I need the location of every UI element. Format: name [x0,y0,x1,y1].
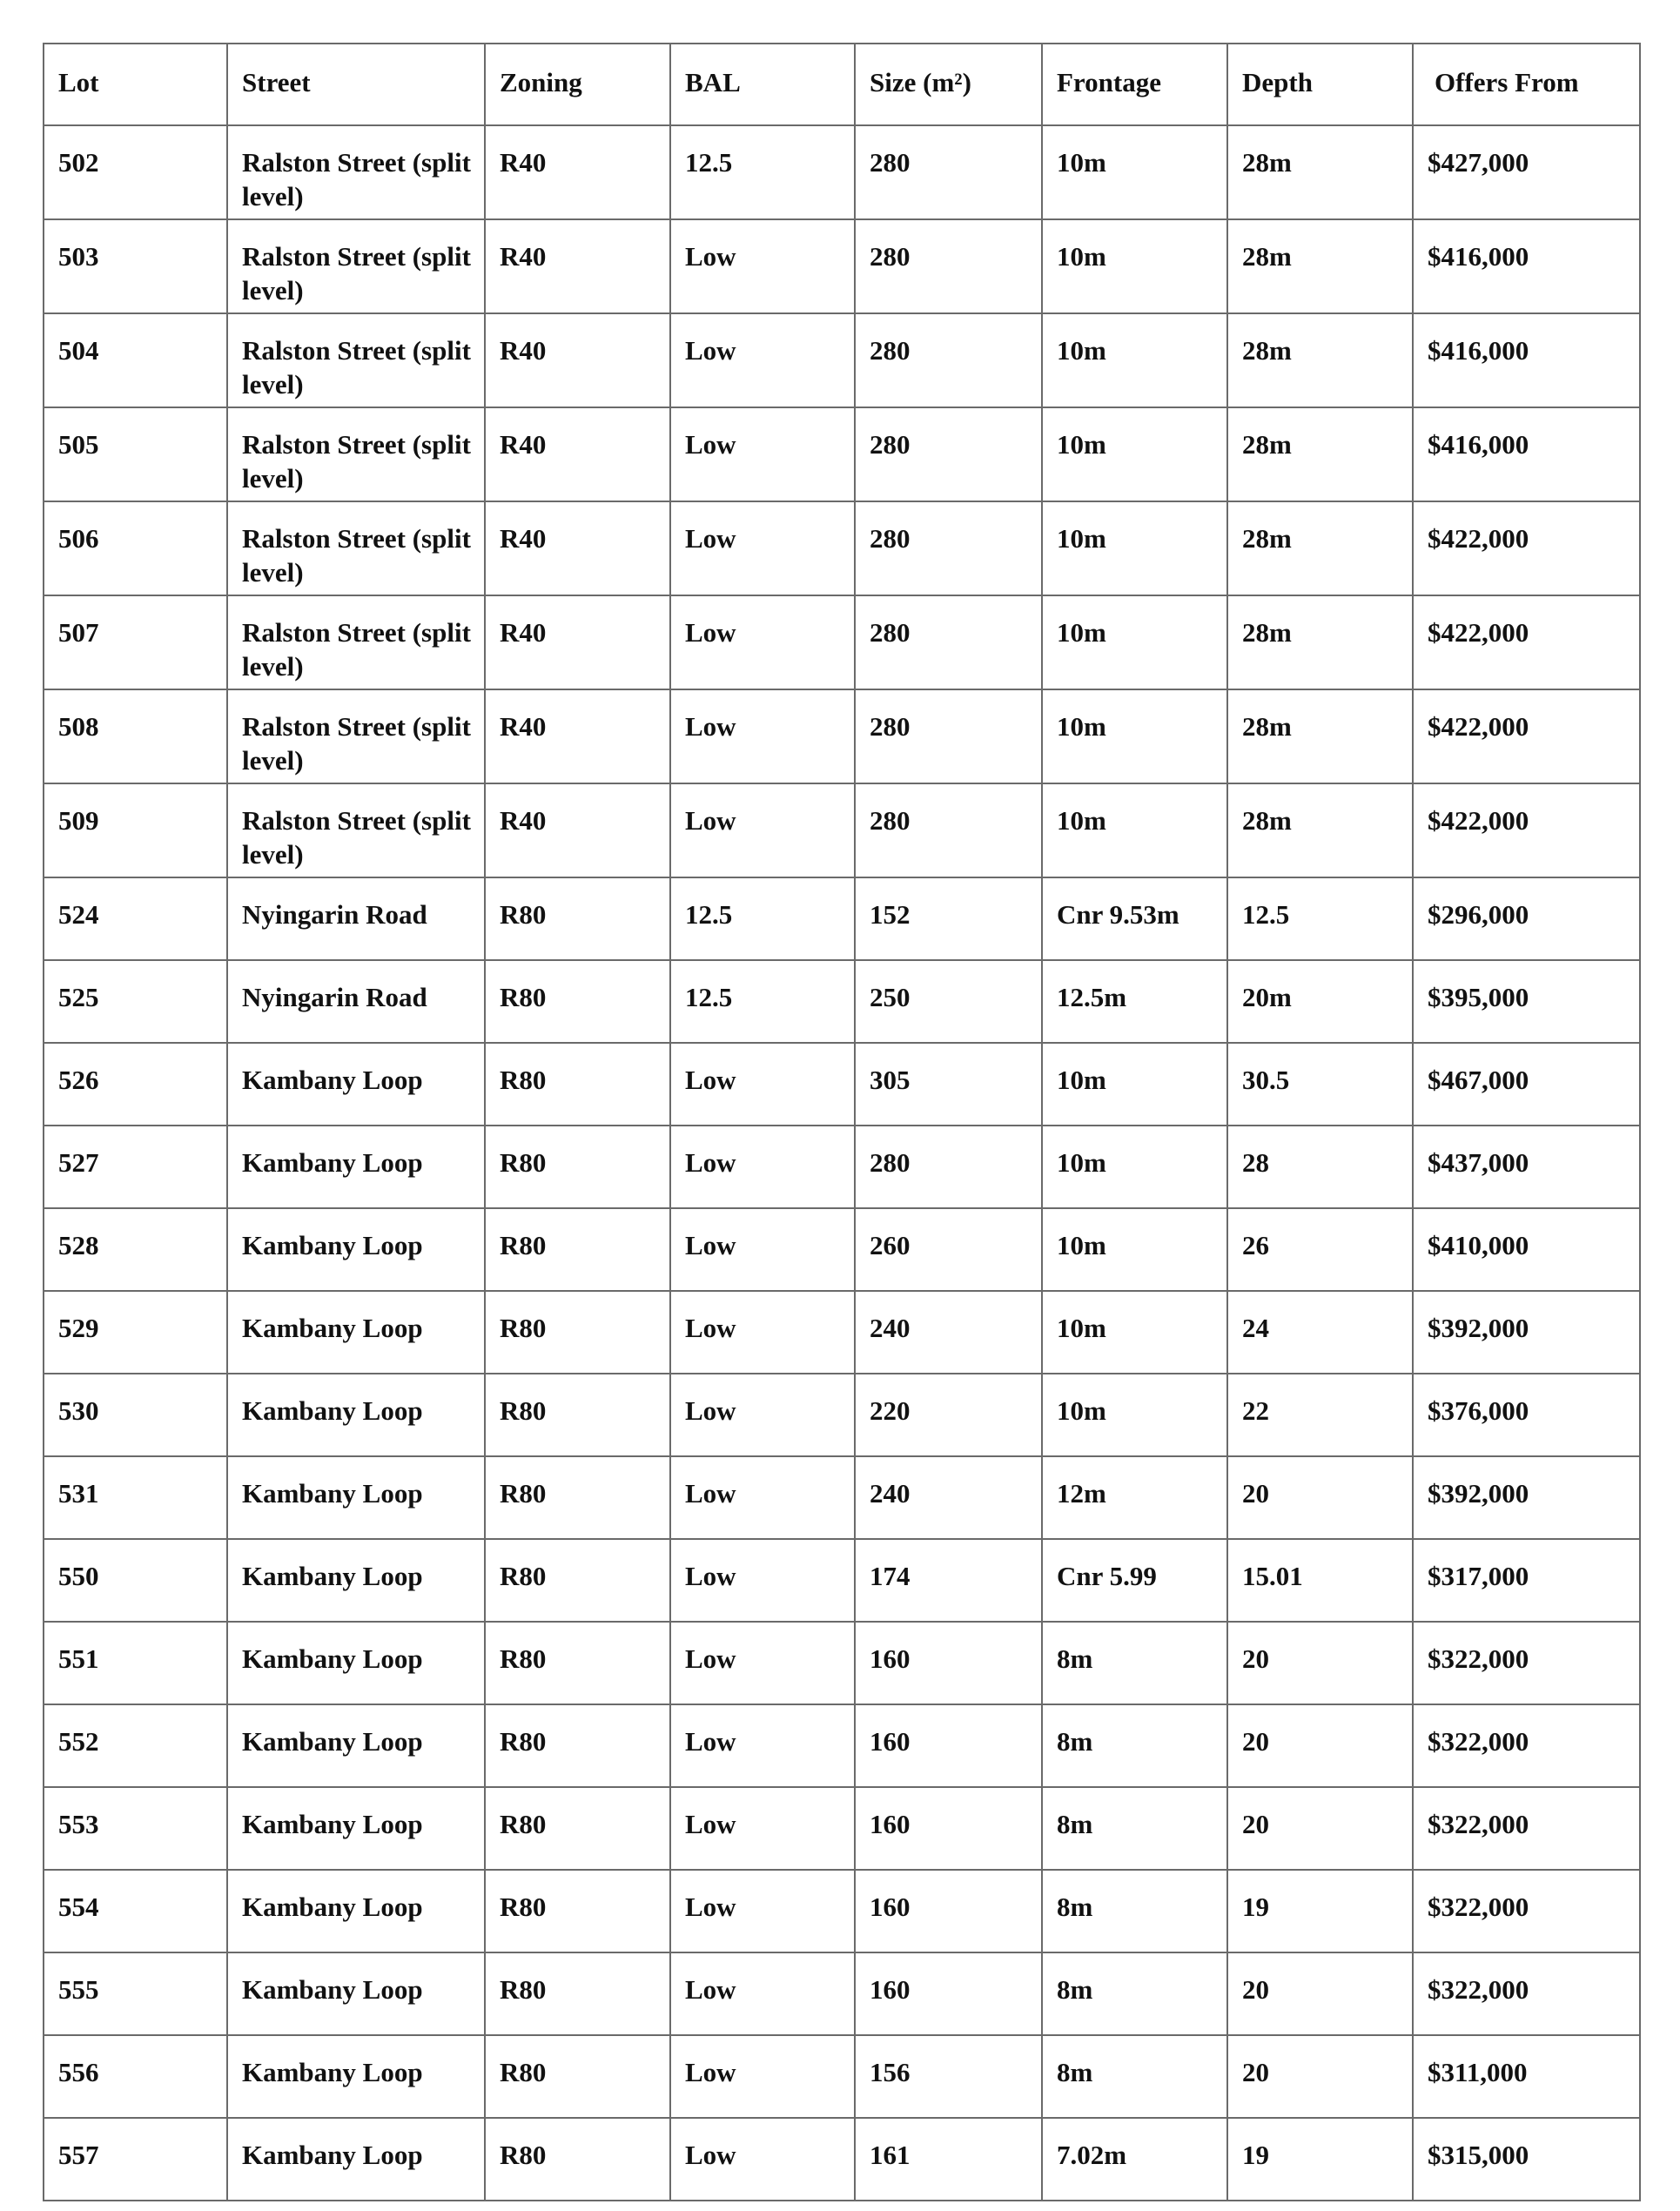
cell-frontage: 8m [1042,1622,1227,1704]
cell-offers-from: $317,000 [1413,1539,1640,1622]
cell-zoning: R80 [485,1208,670,1291]
cell-size: 160 [855,1622,1042,1704]
cell-lot: 503 [44,219,227,313]
cell-zoning: R80 [485,1126,670,1208]
cell-depth: 28m [1227,219,1413,313]
cell-frontage: 7.02m [1042,2118,1227,2201]
cell-frontage: 8m [1042,1704,1227,1787]
cell-street: Ralston Street (split level) [227,689,485,783]
cell-frontage: 10m [1042,1291,1227,1374]
cell-frontage: 12.5m [1042,960,1227,1043]
cell-size: 152 [855,877,1042,960]
cell-bal: Low [670,1456,855,1539]
table-row [44,313,1640,407]
cell-lot: 509 [44,783,227,877]
cell-offers-from: $376,000 [1413,1374,1640,1456]
cell-frontage: 10m [1042,689,1227,783]
header-row [44,44,1640,125]
cell-bal: Low [670,2118,855,2201]
table-row [44,877,1640,960]
cell-zoning: R80 [485,1787,670,1870]
cell-depth: 28m [1227,313,1413,407]
table-row [44,960,1640,1043]
cell-offers-from: $322,000 [1413,1704,1640,1787]
cell-depth: 30.5 [1227,1043,1413,1126]
cell-offers-from: $311,000 [1413,2035,1640,2118]
cell-depth: 28 [1227,1126,1413,1208]
cell-size: 305 [855,1043,1042,1126]
cell-lot: 553 [44,1787,227,1870]
cell-zoning: R80 [485,1704,670,1787]
cell-frontage: 10m [1042,219,1227,313]
cell-offers-from: $296,000 [1413,877,1640,960]
cell-size: 160 [855,1704,1042,1787]
table-row [44,689,1640,783]
cell-bal: Low [670,1374,855,1456]
header-lot: Lot [44,44,227,125]
cell-zoning: R40 [485,313,670,407]
cell-street: Ralston Street (split level) [227,595,485,689]
cell-offers-from: $422,000 [1413,501,1640,595]
cell-size: 280 [855,501,1042,595]
cell-bal: Low [670,1622,855,1704]
cell-zoning: R80 [485,1374,670,1456]
cell-bal: Low [670,219,855,313]
cell-offers-from: $427,000 [1413,125,1640,219]
cell-frontage: 10m [1042,501,1227,595]
header-offers-from: Offers From [1413,44,1640,125]
cell-size: 280 [855,125,1042,219]
table-row [44,1787,1640,1870]
cell-frontage: 10m [1042,125,1227,219]
cell-size: 280 [855,1126,1042,1208]
cell-street: Kambany Loop [227,1952,485,2035]
cell-bal: Low [670,783,855,877]
cell-bal: Low [670,689,855,783]
cell-bal: Low [670,595,855,689]
cell-size: 280 [855,783,1042,877]
cell-lot: 552 [44,1704,227,1787]
cell-size: 280 [855,313,1042,407]
cell-depth: 28m [1227,407,1413,501]
cell-frontage: 8m [1042,2035,1227,2118]
cell-size: 280 [855,219,1042,313]
cell-street: Kambany Loop [227,1126,485,1208]
table-row [44,219,1640,313]
cell-bal: Low [670,1870,855,1952]
cell-lot: 554 [44,1870,227,1952]
cell-street: Kambany Loop [227,1043,485,1126]
cell-frontage: 8m [1042,1870,1227,1952]
cell-depth: 20 [1227,2035,1413,2118]
cell-offers-from: $322,000 [1413,1952,1640,2035]
header-bal: BAL [670,44,855,125]
cell-offers-from: $392,000 [1413,1456,1640,1539]
table-row [44,501,1640,595]
cell-offers-from: $315,000 [1413,2118,1640,2201]
cell-bal: Low [670,2035,855,2118]
cell-zoning: R40 [485,783,670,877]
cell-lot: 505 [44,407,227,501]
cell-street: Ralston Street (split level) [227,783,485,877]
cell-street: Kambany Loop [227,1456,485,1539]
cell-frontage: 10m [1042,1043,1227,1126]
cell-lot: 530 [44,1374,227,1456]
cell-street: Ralston Street (split level) [227,407,485,501]
cell-depth: 26 [1227,1208,1413,1291]
cell-street: Nyingarin Road [227,960,485,1043]
cell-bal: Low [670,313,855,407]
cell-lot: 524 [44,877,227,960]
cell-street: Nyingarin Road [227,877,485,960]
cell-frontage: 10m [1042,313,1227,407]
cell-bal: 12.5 [670,877,855,960]
cell-zoning: R40 [485,501,670,595]
cell-frontage: 10m [1042,595,1227,689]
cell-offers-from: $467,000 [1413,1043,1640,1126]
cell-bal: Low [670,1043,855,1126]
cell-bal: 12.5 [670,125,855,219]
cell-bal: Low [670,1704,855,1787]
cell-lot: 528 [44,1208,227,1291]
cell-street: Kambany Loop [227,1622,485,1704]
cell-zoning: R80 [485,1456,670,1539]
cell-street: Kambany Loop [227,1539,485,1622]
cell-size: 174 [855,1539,1042,1622]
cell-depth: 12.5 [1227,877,1413,960]
cell-street: Kambany Loop [227,1787,485,1870]
cell-offers-from: $410,000 [1413,1208,1640,1291]
cell-offers-from: $322,000 [1413,1787,1640,1870]
cell-frontage: Cnr 9.53m [1042,877,1227,960]
cell-offers-from: $437,000 [1413,1126,1640,1208]
cell-bal: Low [670,1126,855,1208]
cell-lot: 506 [44,501,227,595]
cell-zoning: R80 [485,1539,670,1622]
cell-lot: 525 [44,960,227,1043]
cell-street: Kambany Loop [227,1704,485,1787]
cell-zoning: R80 [485,1043,670,1126]
cell-zoning: R80 [485,877,670,960]
cell-street: Kambany Loop [227,1374,485,1456]
cell-zoning: R80 [485,1870,670,1952]
cell-lot: 504 [44,313,227,407]
cell-depth: 15.01 [1227,1539,1413,1622]
header-depth: Depth [1227,44,1413,125]
cell-lot: 557 [44,2118,227,2201]
cell-depth: 19 [1227,2118,1413,2201]
table-row [44,407,1640,501]
table-row [44,1704,1640,1787]
cell-depth: 28m [1227,125,1413,219]
cell-bal: Low [670,1208,855,1291]
cell-street: Kambany Loop [227,1208,485,1291]
cell-offers-from: $422,000 [1413,783,1640,877]
cell-bal: Low [670,1539,855,1622]
cell-zoning: R40 [485,689,670,783]
cell-frontage: 12m [1042,1456,1227,1539]
cell-size: 260 [855,1208,1042,1291]
table-row [44,2118,1640,2201]
cell-size: 161 [855,2118,1042,2201]
cell-size: 160 [855,1787,1042,1870]
cell-street: Ralston Street (split level) [227,501,485,595]
cell-depth: 20 [1227,1456,1413,1539]
cell-frontage: Cnr 5.99 [1042,1539,1227,1622]
lots-table [43,43,1641,2201]
cell-depth: 28m [1227,595,1413,689]
cell-depth: 28m [1227,501,1413,595]
cell-lot: 529 [44,1291,227,1374]
cell-zoning: R40 [485,125,670,219]
cell-lot: 550 [44,1539,227,1622]
table-row [44,125,1640,219]
cell-bal: Low [670,407,855,501]
header-frontage: Frontage [1042,44,1227,125]
table-row [44,1456,1640,1539]
cell-size: 156 [855,2035,1042,2118]
cell-offers-from: $322,000 [1413,1870,1640,1952]
cell-size: 240 [855,1291,1042,1374]
cell-street: Kambany Loop [227,1291,485,1374]
cell-zoning: R80 [485,2035,670,2118]
table-body [44,125,1640,2201]
cell-frontage: 10m [1042,783,1227,877]
cell-frontage: 10m [1042,1208,1227,1291]
cell-size: 280 [855,407,1042,501]
cell-depth: 28m [1227,689,1413,783]
cell-lot: 502 [44,125,227,219]
cell-frontage: 10m [1042,1374,1227,1456]
cell-bal: 12.5 [670,960,855,1043]
cell-depth: 20 [1227,1622,1413,1704]
table-row [44,1622,1640,1704]
cell-lot: 531 [44,1456,227,1539]
cell-zoning: R80 [485,1952,670,2035]
table-row [44,1291,1640,1374]
table-row [44,1126,1640,1208]
cell-offers-from: $416,000 [1413,219,1640,313]
cell-bal: Low [670,1787,855,1870]
cell-frontage: 8m [1042,1787,1227,1870]
cell-bal: Low [670,501,855,595]
table-row [44,1043,1640,1126]
cell-offers-from: $422,000 [1413,595,1640,689]
cell-zoning: R40 [485,219,670,313]
cell-lot: 551 [44,1622,227,1704]
cell-depth: 28m [1227,783,1413,877]
cell-street: Ralston Street (split level) [227,313,485,407]
cell-depth: 24 [1227,1291,1413,1374]
cell-zoning: R80 [485,960,670,1043]
cell-offers-from: $322,000 [1413,1622,1640,1704]
cell-zoning: R80 [485,1622,670,1704]
cell-size: 220 [855,1374,1042,1456]
table-row [44,783,1640,877]
cell-size: 240 [855,1456,1042,1539]
cell-size: 160 [855,1870,1042,1952]
cell-size: 160 [855,1952,1042,2035]
cell-street: Ralston Street (split level) [227,219,485,313]
cell-zoning: R40 [485,407,670,501]
table-row [44,1374,1640,1456]
header-size: Size (m²) [855,44,1042,125]
cell-lot: 555 [44,1952,227,2035]
cell-size: 250 [855,960,1042,1043]
cell-offers-from: $392,000 [1413,1291,1640,1374]
cell-offers-from: $416,000 [1413,407,1640,501]
cell-depth: 20 [1227,1952,1413,2035]
cell-depth: 22 [1227,1374,1413,1456]
table-row [44,1539,1640,1622]
cell-size: 280 [855,689,1042,783]
cell-depth: 20 [1227,1704,1413,1787]
cell-street: Kambany Loop [227,2118,485,2201]
table-row [44,1208,1640,1291]
table-row [44,1952,1640,2035]
cell-lot: 526 [44,1043,227,1126]
cell-street: Ralston Street (split level) [227,125,485,219]
header-street: Street [227,44,485,125]
cell-lot: 507 [44,595,227,689]
cell-size: 280 [855,595,1042,689]
cell-lot: 556 [44,2035,227,2118]
header-zoning: Zoning [485,44,670,125]
cell-frontage: 10m [1042,407,1227,501]
cell-zoning: R40 [485,595,670,689]
cell-bal: Low [670,1291,855,1374]
cell-frontage: 10m [1042,1126,1227,1208]
table-row [44,595,1640,689]
cell-frontage: 8m [1042,1952,1227,2035]
cell-lot: 527 [44,1126,227,1208]
cell-lot: 508 [44,689,227,783]
cell-depth: 20 [1227,1787,1413,1870]
cell-offers-from: $422,000 [1413,689,1640,783]
cell-street: Kambany Loop [227,1870,485,1952]
cell-zoning: R80 [485,1291,670,1374]
cell-depth: 19 [1227,1870,1413,1952]
cell-depth: 20m [1227,960,1413,1043]
cell-offers-from: $395,000 [1413,960,1640,1043]
cell-zoning: R80 [485,2118,670,2201]
cell-street: Kambany Loop [227,2035,485,2118]
cell-bal: Low [670,1952,855,2035]
table-row [44,1870,1640,1952]
cell-offers-from: $416,000 [1413,313,1640,407]
table-row [44,2035,1640,2118]
